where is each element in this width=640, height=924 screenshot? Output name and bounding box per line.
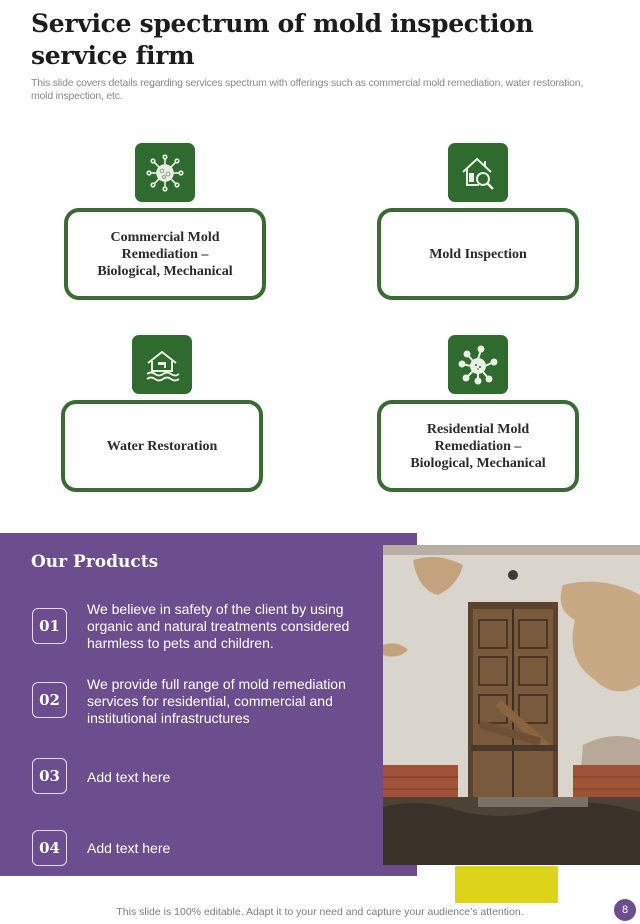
product-item-text: Add text here <box>87 840 171 856</box>
page-subtitle: This slide covers details regarding services spectrum with offerings such as commercial mold remediation, water restoration, mold inspection, etc. <box>31 77 584 102</box>
footer-note: This slide is 100% editable. Adapt it to your need and capture your audience’s attention. <box>116 906 524 918</box>
page-title: Service spectrum of mold inspection service firm <box>31 9 534 70</box>
product-item-text: We provide full range of mold remediation services for residential, commercial and institutional infrastructures <box>87 676 346 726</box>
service-card-water-restoration <box>61 400 263 492</box>
service-card-commercial-mold <box>64 208 266 300</box>
house-magnifier-icon <box>448 143 508 202</box>
accent-block <box>455 866 558 903</box>
service-label: Mold Inspection <box>429 246 527 262</box>
item-number-badge: 03 <box>32 758 67 794</box>
flooded-house-icon <box>132 335 192 394</box>
item-number-badge: 02 <box>32 682 67 718</box>
door-photo <box>383 545 640 865</box>
product-item-text: Add text here <box>87 769 171 785</box>
service-label: Commercial Mold Remediation – Biological, Mechanical <box>97 229 233 279</box>
item-number-badge: 01 <box>32 608 67 644</box>
product-item-text: We believe in safety of the client by using organic and natural treatments considered harmless to pets and children. <box>87 601 350 651</box>
page-number-badge: 8 <box>614 899 636 921</box>
products-title: Our Products <box>31 552 159 572</box>
mold-spore-icon <box>448 335 508 394</box>
virus-icon <box>135 143 195 202</box>
service-card-mold-inspection <box>377 208 579 300</box>
service-label: Residential Mold Remediation – Biological, Mechanical <box>410 421 546 471</box>
service-label: Water Restoration <box>106 438 218 454</box>
item-number-badge: 04 <box>32 830 67 866</box>
service-card-residential-mold <box>377 400 579 492</box>
